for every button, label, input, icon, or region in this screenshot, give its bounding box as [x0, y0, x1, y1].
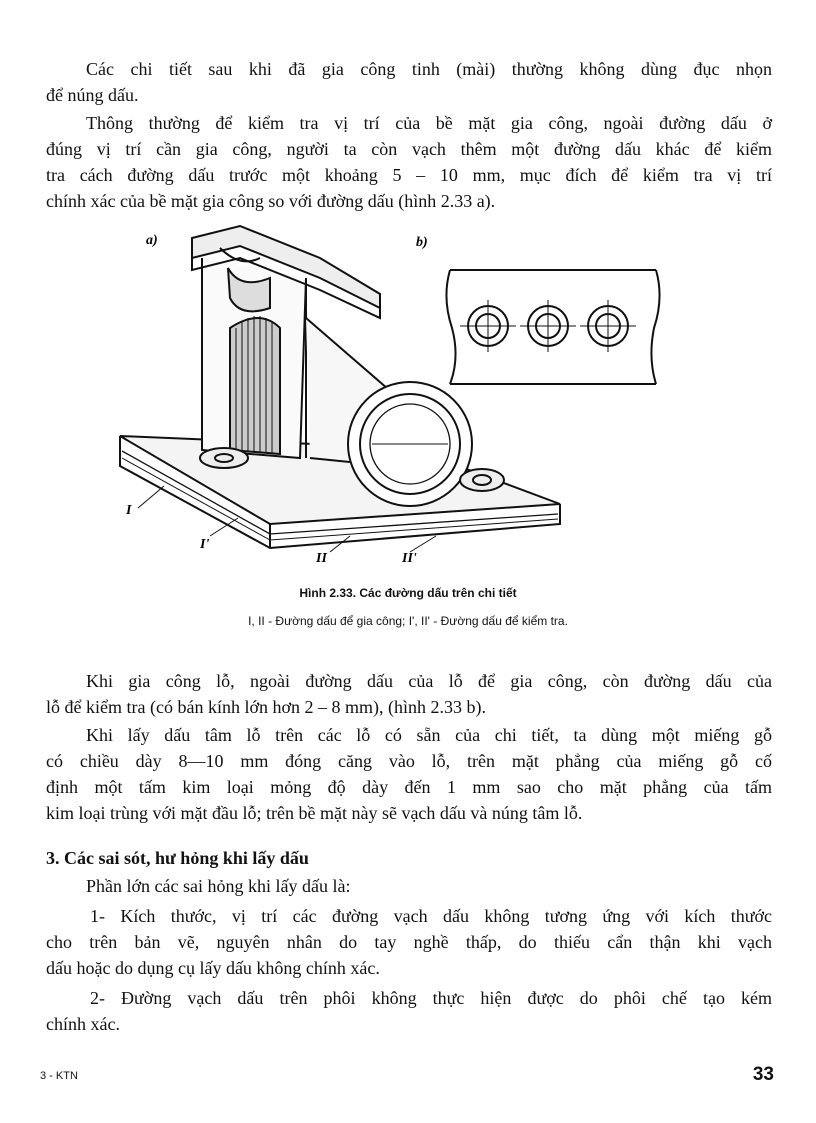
figure-caption-subtitle: I, II - Đường dấu để gia công; I', II' - Đường dấu để kiểm tra. [248, 614, 568, 628]
figure-2-33 [110, 218, 690, 578]
paragraph-3 [46, 668, 772, 720]
hole-3 [580, 300, 636, 352]
figure-label-a: a) [146, 233, 158, 248]
part-drawing-a [120, 226, 560, 552]
strip-drawing-b [446, 270, 659, 384]
hole-2 [520, 300, 576, 352]
paragraph-line: 1- Kích thước, vị trí các đường vạch dấu không tương ứng với kích thước [90, 906, 772, 926]
paragraph-line: kim loại trùng với mặt đầu lỗ; trên bề mặt này sẽ vạch dấu và núng tâm lỗ. [46, 803, 583, 823]
paragraph-line: để núng dấu. [46, 85, 139, 105]
hole-1 [460, 300, 516, 352]
paragraph-line: Phần lớn các sai hỏng khi lấy dấu là: [86, 876, 351, 896]
paragraph-line: chính xác của bề mặt gia công so với đường dấu (hình 2.33 a). [46, 191, 496, 211]
figure-label-b: b) [416, 235, 428, 250]
figure-label-II: II [316, 551, 327, 566]
figure-label-I: I [126, 503, 132, 518]
paragraph-line: Các chi tiết sau khi đã gia công tinh (mài) thường không dùng đục nhọn [86, 59, 772, 79]
figure-label-I-prime: I' [200, 537, 210, 552]
paragraph-5 [46, 873, 772, 899]
paragraph-4 [46, 722, 772, 826]
paragraph-line: chính xác. [46, 1014, 120, 1034]
paragraph-line: đúng vị trí cần gia công, người ta còn vạch thêm một đường dấu khác để kiểm [46, 139, 772, 159]
paragraph-7 [46, 985, 772, 1037]
paragraph-line: lỗ để kiểm tra (có bán kính lớn hơn 2 – 8 mm), (hình 2.33 b). [46, 697, 486, 717]
paragraph-line: Khi gia công lỗ, ngoài đường dấu của lỗ để gia công, còn đường dấu của [86, 671, 772, 691]
paragraph-line: Thông thường để kiểm tra vị trí của bề mặt gia công, ngoài đường dấu ở [86, 113, 772, 133]
paragraph-line: dấu hoặc do dụng cụ lấy dấu không chính xác. [46, 958, 380, 978]
figure-caption-title: Hình 2.33. Các đường dấu trên chi tiết [299, 586, 517, 600]
footer-signature: 3 - KTN [40, 1070, 78, 1082]
paragraph-line: có chiều dày 8—10 mm đóng căng vào lỗ, trên mặt phẳng của miếng gỗ cố [46, 751, 772, 771]
paragraph-line: định một tấm kim loại mỏng độ dày đến 1 mm sao cho mặt phẳng của tấm [46, 777, 772, 797]
paragraph-1 [46, 56, 772, 108]
figure-label-II-prime: II' [402, 551, 417, 566]
paragraph-line: 2- Đường vạch dấu trên phôi không thực hiện được do phôi chế tạo kém [90, 988, 772, 1008]
paragraph-line: Khi lấy dấu tâm lỗ trên các lỗ có sẵn của chi tiết, ta dùng một miếng gỗ [86, 725, 772, 745]
paragraph-6 [46, 903, 772, 981]
section-heading: 3. Các sai sót, hư hỏng khi lấy dấu [46, 848, 309, 868]
paragraph-line: tra cách đường dấu trước một khoảng 5 – 10 mm, mục đích để kiểm tra vị trí [46, 165, 772, 185]
page-number: 33 [752, 1064, 774, 1085]
paragraph-line: cho trên bản vẽ, nguyên nhân do tay nghề thấp, do thiếu cẩn thận khi vạch [46, 932, 772, 952]
paragraph-2 [46, 110, 772, 214]
